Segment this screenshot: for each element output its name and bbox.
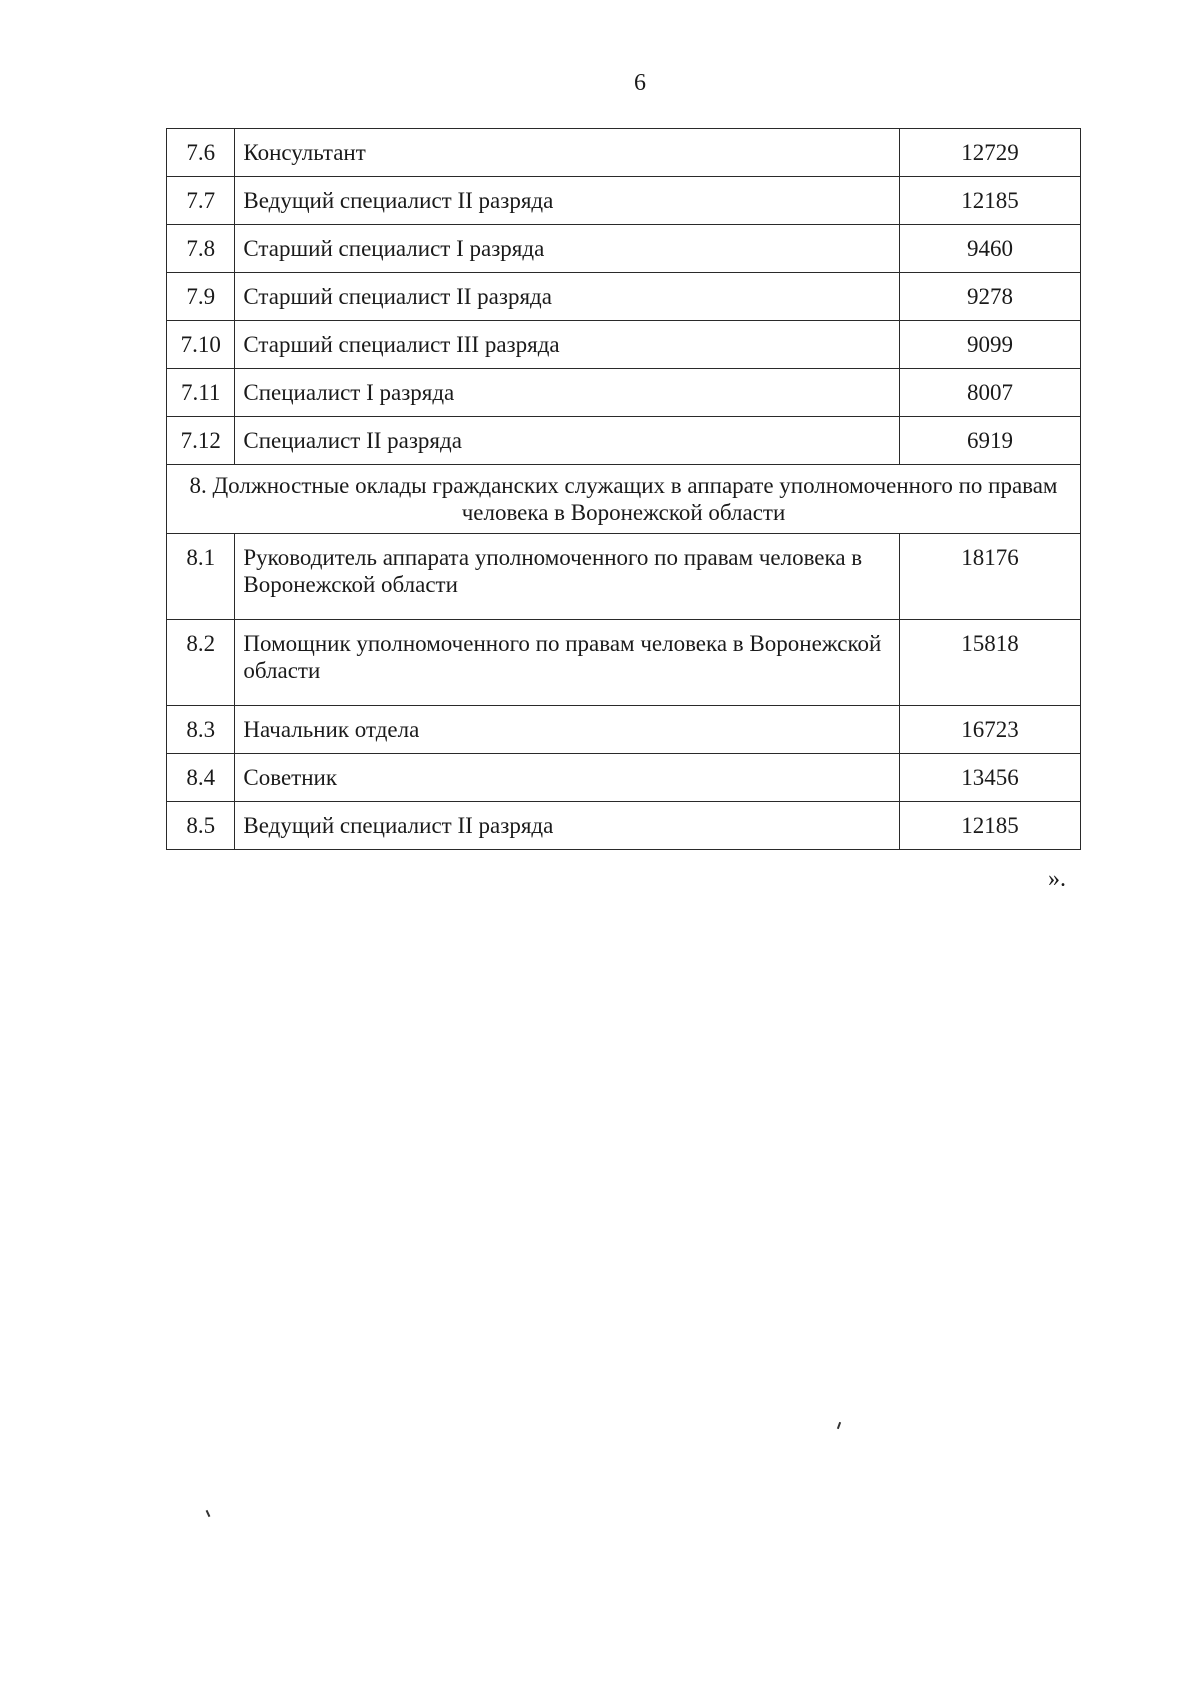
table-row [167,225,1081,273]
scan-speck [837,1422,841,1429]
table-row [167,273,1081,321]
table-row [167,802,1081,850]
table-row [167,321,1081,369]
salary-amount: 12729 [899,129,1080,177]
position-title: Консультант [235,129,900,177]
position-title: Руководитель аппарата уполномоченного по правам человека в Воронежской области [235,534,900,620]
position-title: Советник [235,754,900,802]
section-heading: 8. Должностные оклады гражданских служащих в аппарате уполномоченного по правам человека в Воронежской области [167,465,1081,534]
table-row [167,754,1081,802]
salary-amount: 18176 [899,534,1080,620]
salary-amount: 9460 [899,225,1080,273]
position-title: Ведущий специалист II разряда [235,802,900,850]
row-number: 7.11 [167,369,235,417]
row-number: 7.7 [167,177,235,225]
row-number: 7.9 [167,273,235,321]
row-number: 7.6 [167,129,235,177]
salary-amount: 8007 [899,369,1080,417]
table-row [167,369,1081,417]
table-row [167,129,1081,177]
salary-amount: 9278 [899,273,1080,321]
position-title: Специалист II разряда [235,417,900,465]
salary-amount: 15818 [899,620,1080,706]
salary-table [166,128,1081,850]
salary-amount: 6919 [899,417,1080,465]
salary-amount: 12185 [899,177,1080,225]
row-number: 7.12 [167,417,235,465]
position-title: Ведущий специалист II разряда [235,177,900,225]
section-heading-row [167,465,1081,534]
salary-amount: 9099 [899,321,1080,369]
row-number: 8.2 [167,620,235,706]
salary-amount: 13456 [899,754,1080,802]
table-row [167,177,1081,225]
row-number: 8.5 [167,802,235,850]
scan-speck [206,1510,211,1517]
closing-quote: ». [1048,866,1066,892]
position-title: Старший специалист III разряда [235,321,900,369]
salary-amount: 16723 [899,706,1080,754]
table-row [167,706,1081,754]
position-title: Старший специалист I разряда [235,225,900,273]
table-row [167,620,1081,706]
row-number: 7.10 [167,321,235,369]
row-number: 7.8 [167,225,235,273]
position-title: Начальник отдела [235,706,900,754]
row-number: 8.1 [167,534,235,620]
salary-amount: 12185 [899,802,1080,850]
table-row [167,417,1081,465]
row-number: 8.4 [167,754,235,802]
position-title: Старший специалист II разряда [235,273,900,321]
row-number: 8.3 [167,706,235,754]
page-number: 6 [634,70,646,96]
table-row [167,534,1081,620]
position-title: Помощник уполномоченного по правам человека в Воронежской области [235,620,900,706]
position-title: Специалист I разряда [235,369,900,417]
